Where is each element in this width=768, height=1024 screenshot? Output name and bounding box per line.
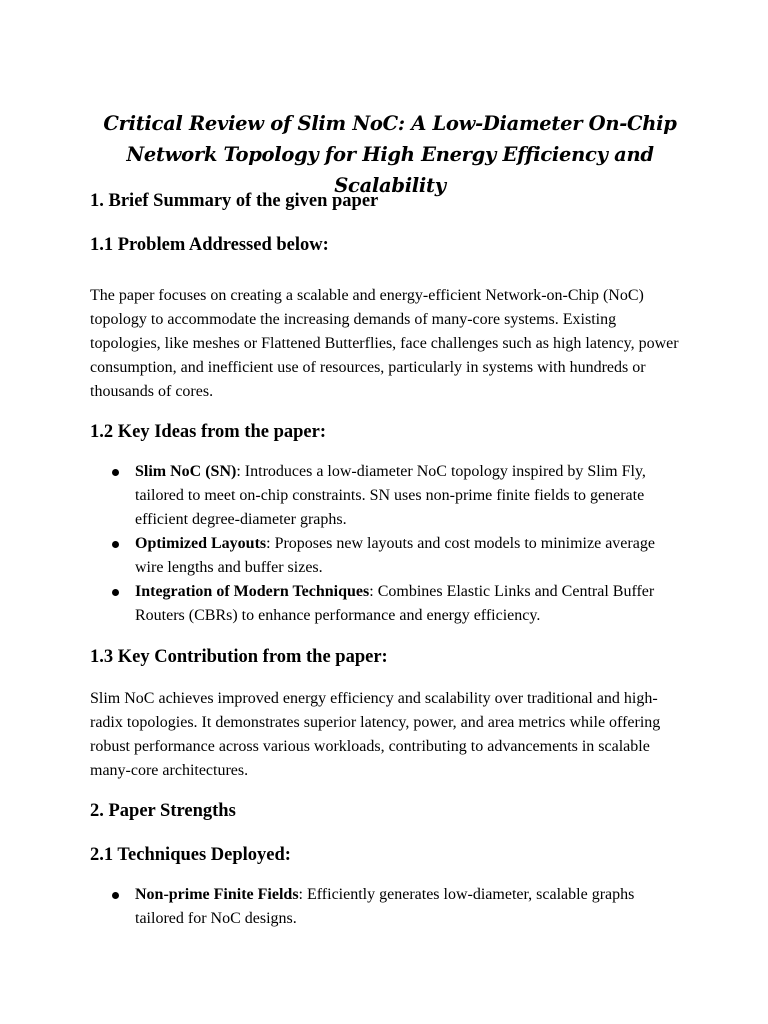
title-line-2: Network Topology for High Energy Efficiency and Scalability xyxy=(126,143,654,197)
list-item-text: : Proposes new layouts and cost models to minimize average wire lengths and buffer sizes. xyxy=(135,535,655,576)
list-item-text: : Introduces a low-diameter NoC topology inspired by Slim Fly, tailored to meet on-chip constraints. SN uses non-prime finite fields to generate efficient degree-diameter graphs. xyxy=(135,463,646,528)
list-item-term: Optimized Layouts xyxy=(135,535,267,552)
techniques-list xyxy=(90,883,690,931)
heading-section-1-1: 1.1 Problem Addressed below: xyxy=(90,235,329,255)
bullet-icon xyxy=(112,589,119,596)
heading-section-1: 1. Brief Summary of the given paper xyxy=(90,191,379,211)
list-item-term: Slim NoC (SN) xyxy=(135,463,237,480)
key-ideas-list xyxy=(90,460,690,628)
heading-section-1-2: 1.2 Key Ideas from the paper: xyxy=(90,422,327,442)
heading-section-2-1: 2.1 Techniques Deployed: xyxy=(90,845,291,865)
heading-section-2: 2. Paper Strengths xyxy=(90,801,236,821)
list-item xyxy=(90,883,665,931)
title-line-1: Critical Review of Slim NoC: A Low-Diameter On-Chip xyxy=(103,112,677,135)
document-title xyxy=(80,108,700,201)
bullet-icon xyxy=(112,469,119,476)
list-item-term: Non-prime Finite Fields xyxy=(135,886,299,903)
list-item xyxy=(90,460,665,532)
list-item xyxy=(90,532,665,580)
list-item-text: : Combines Elastic Links and Central Buffer Routers (CBRs) to enhance performance and energy efficiency. xyxy=(135,583,655,624)
list-item-text: : Efficiently generates low-diameter, scalable graphs tailored for NoC designs. xyxy=(135,886,635,927)
paragraph-problem-addressed: The paper focuses on creating a scalable and energy-efficient Network-on-Chip (NoC) topology to accommodate the increasing demands of many-core systems. Existing topologies, like meshes or Flattened Butterflies, face challenges such as high latency, power consumption, and inefficient use of resources, particularly in systems with hundreds or thousands of cores. xyxy=(90,287,679,400)
bullet-icon xyxy=(112,541,119,548)
list-item xyxy=(90,580,665,628)
paragraph-key-contribution: Slim NoC achieves improved energy efficiency and scalability over traditional and high-radix topologies. It demonstrates superior latency, power, and area metrics while offering robust performance across various workloads, contributing to advancements in scalable many-core architectures. xyxy=(90,690,661,779)
bullet-icon xyxy=(112,892,119,899)
heading-section-1-3: 1.3 Key Contribution from the paper: xyxy=(90,647,388,667)
list-item-term: Integration of Modern Techniques xyxy=(135,583,370,600)
